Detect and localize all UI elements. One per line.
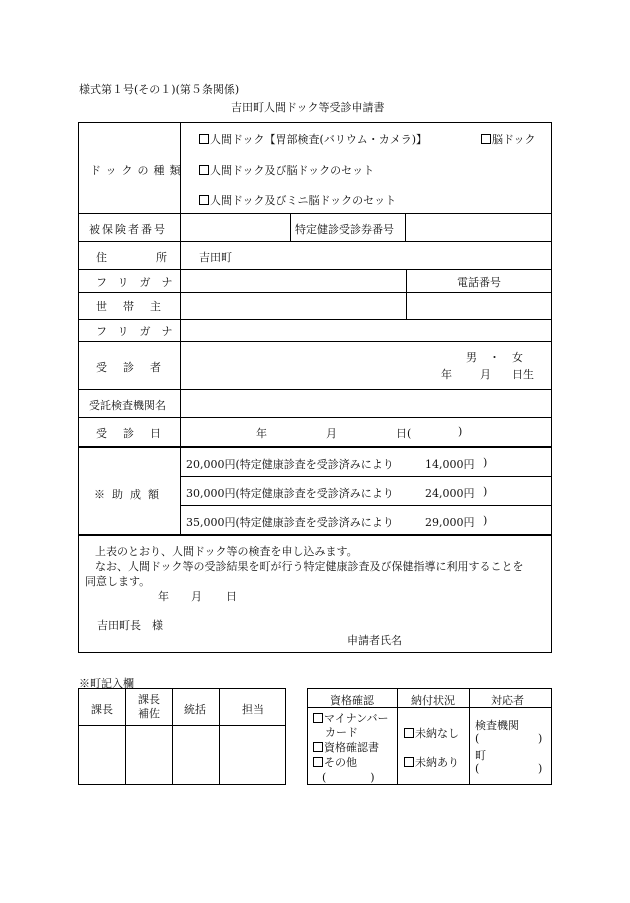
checkbox[interactable] [313,757,323,767]
subsidy-label: ※助成額 [94,488,166,501]
checkbox[interactable] [404,757,414,767]
subsidy-row-1-reduced: 14,000円 [425,458,475,471]
subsidy-row-2-close: ) [483,485,488,498]
declaration-mayor: 吉田町長 様 [97,619,163,632]
qual-option-other-label: その他 [324,756,357,769]
checkbox[interactable] [481,134,491,144]
declaration-day: 日 [226,590,237,603]
dock-option-1[interactable] [199,131,427,147]
stamp-header-general: 統括 [184,703,206,716]
dock-option-4[interactable] [199,192,396,208]
furigana-label-2: フリガナ [96,325,184,338]
qual-other-paren: ( ) [322,771,375,784]
checkbox[interactable] [199,165,209,175]
phone-label: 電話番号 [457,276,501,289]
exam-month: 月 [326,427,337,440]
insured-number-label: 被保険者番号 [89,223,167,236]
check-header-payment: 納付状況 [411,694,455,707]
handler-town: 町 [475,749,486,762]
exam-date-label: 受診日 [96,427,177,440]
examinee-label: 受診者 [96,361,177,374]
payment-option-none[interactable] [404,725,459,741]
checkbox[interactable] [404,728,414,738]
qual-option-mynumber-label: マイナンバー [324,712,389,725]
gender-female: 女 [512,351,523,364]
handler-institution: 検査機関 [475,719,519,732]
qual-option-cert-label: 資格確認書 [324,741,379,754]
exam-close: ) [458,425,463,438]
payment-option-unpaid-label: 未納あり [415,756,459,769]
dock-option-4-label: 人間ドック及びミニ脳ドックのセット [210,194,397,207]
dock-type-label: ドックの種類 [90,164,186,177]
birth-day: 日生 [512,368,534,381]
dock-option-2[interactable] [481,131,536,147]
subsidy-row-2-reduced: 24,000円 [425,487,475,500]
furigana-label-1: フリガナ [96,276,184,289]
stamp-header-deputy-label: 課長補佐 [138,693,160,720]
checkbox[interactable] [313,742,323,752]
exam-day: 日( [396,427,412,440]
declaration-line-3: 同意します。 [85,575,151,588]
dock-option-2-label: 脳ドック [492,133,536,146]
handler-inst-paren-close: ) [538,732,543,745]
payment-option-none-label: 未納なし [415,727,459,740]
stamp-header-chief: 課長 [91,703,113,716]
subsidy-row-1-amount: 20,000円(特定健康診査を受診済みにより [186,458,394,471]
qual-option-mynumber-2: カード [325,726,358,739]
stamp-header-staff: 担当 [242,703,264,716]
birth-year: 年 [441,368,452,381]
address-value: 吉田町 [199,251,232,264]
dock-option-1-label: 人間ドック【胃部検査(バリウム・カメラ)】 [210,133,428,146]
institution-label: 受託検査機関名 [89,399,166,412]
address-label-1: 住 [96,251,107,264]
checkbox[interactable] [199,195,209,205]
address-label-2: 所 [156,251,167,264]
check-header-handler: 対応者 [491,694,524,707]
town-section-title: ※町記入欄 [79,677,134,690]
gender-male: 男 [466,351,477,364]
birth-month: 月 [480,368,491,381]
form-number: 様式第１号(その１)(第５条関係) [79,83,240,96]
qual-option-cert[interactable] [313,739,379,755]
form-title: 吉田町人間ドック等受診申請書 [231,101,385,114]
subsidy-row-3-reduced: 29,000円 [425,516,475,529]
qual-option-other[interactable] [313,754,357,770]
declaration-line-1: 上表のとおり、人間ドック等の検査を申し込みます。 [95,545,358,558]
dock-option-3[interactable] [199,162,374,178]
applicant-name-label: 申請者氏名 [347,634,402,647]
checkbox[interactable] [313,713,323,723]
declaration-year: 年 [158,590,169,603]
checkbox[interactable] [199,134,209,144]
payment-option-unpaid[interactable] [404,754,459,770]
gender-dot: ・ [489,351,500,364]
handler-town-paren-open: ( [475,762,480,775]
dock-option-3-label: 人間ドック及び脳ドックのセット [210,164,375,177]
subsidy-row-3-close: ) [483,514,488,527]
subsidy-row-2-amount: 30,000円(特定健康診査を受診済みにより [186,487,394,500]
stamp-header-deputy [127,693,171,721]
handler-town-paren-close: ) [538,762,543,775]
declaration-month: 月 [191,590,202,603]
exam-year: 年 [256,427,267,440]
subsidy-row-1-close: ) [483,456,488,469]
subsidy-row-3-amount: 35,000円(特定健康診査を受診済みにより [186,516,394,529]
declaration-line-2: なお、人間ドック等の受診結果を町が行う特定健康診査及び保健指導に利用することを [95,560,524,573]
handler-inst-paren-open: ( [475,732,480,745]
voucher-number-label: 特定健診受診券番号 [295,223,394,236]
household-head-label: 世帯主 [96,300,177,313]
check-header-qualification: 資格確認 [330,694,374,707]
